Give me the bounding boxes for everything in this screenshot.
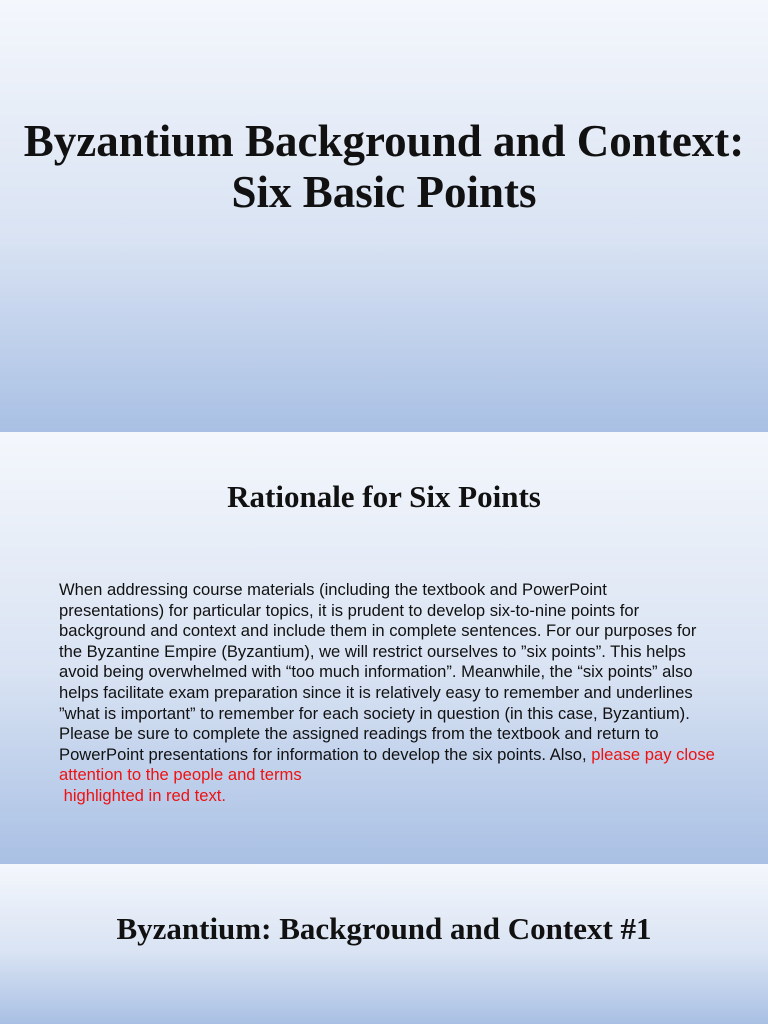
slide-rationale bbox=[0, 432, 768, 864]
slide-rationale-heading: Rationale for Six Points bbox=[227, 479, 541, 514]
slide-rationale-body bbox=[59, 580, 715, 807]
slide-background-context-1 bbox=[0, 864, 768, 1024]
slide-title-heading: Byzantium Background and Context: Six Basic Points bbox=[23, 116, 745, 217]
slide-title bbox=[0, 0, 768, 432]
rationale-highlight-text-2: highlighted in red text. bbox=[63, 785, 226, 805]
rationale-body-text: When addressing course materials (including the textbook and PowerPoint presentations) for particular topics, it is prudent to develop six-to-nine points for background and context and include them in complete sentences. For our purposes for the Byzantine Empire (Byzantium), we will restrict ourselves to ”six points”. This helps avoid being overwhelmed with “too much information”. Meanwhile, the “six points” also helps facilitate exam preparation since it is relatively easy to remember and underlines ”what is important” to remember for each society in question (in this case, Byzantium). Please be sure to complete the assigned readings from the textbook and return to PowerPoint presentations for information to develop the six points. Also, bbox=[59, 580, 697, 764]
rationale-highlight-text: please pay close attention to the people and terms bbox=[59, 744, 715, 785]
slide-background-heading: Byzantium: Background and Context #1 bbox=[116, 911, 652, 946]
